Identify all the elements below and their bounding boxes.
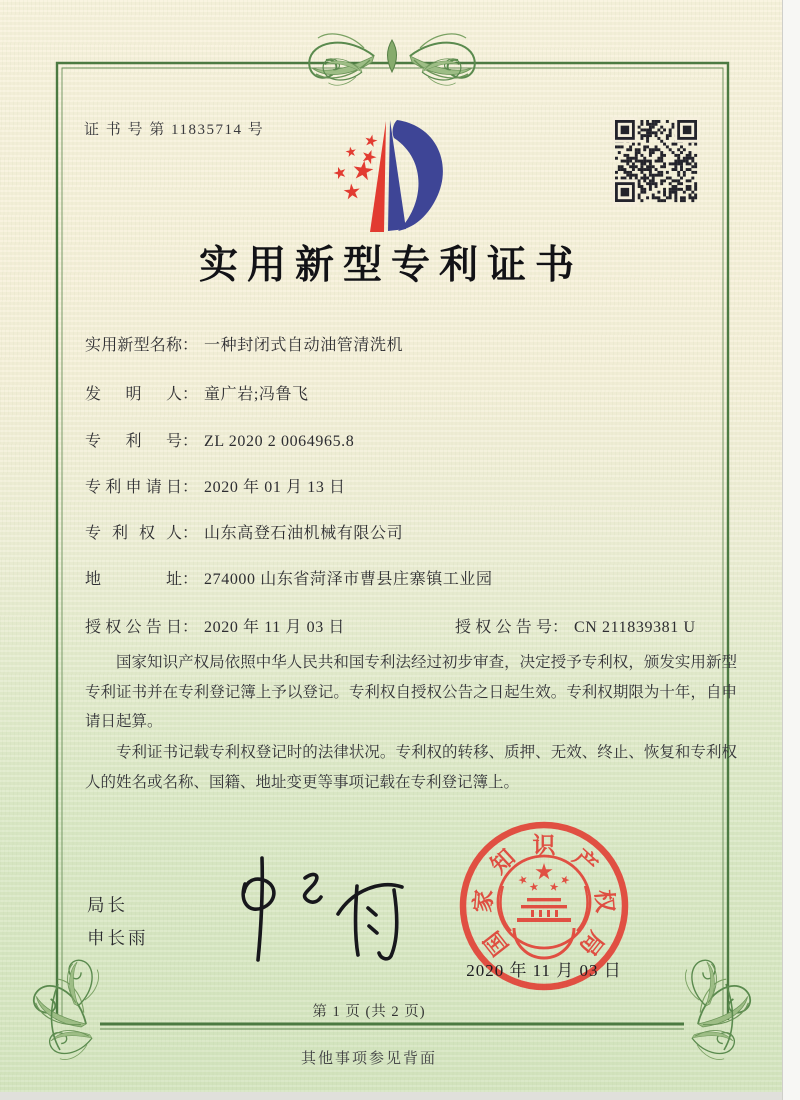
seal-date: 2020 年 11 月 03 日	[466, 961, 622, 980]
svg-text:家: 家	[470, 888, 498, 914]
field-label: 专利权人	[85, 525, 182, 542]
field-label: 发明人	[85, 386, 182, 403]
field-value: 山东高登石油机械有限公司	[204, 525, 404, 542]
field-label: 实用新型名称	[85, 337, 182, 354]
field-row-filing-date: 专利申请日： 2020 年 01 月 13 日	[85, 474, 346, 497]
scan-edge-bottom	[0, 1092, 782, 1100]
field-grant-date: 授权公告日： 2020 年 11 月 03 日	[85, 619, 345, 636]
field-value: 274000 山东省菏泽市曹县庄寨镇工业园	[204, 571, 493, 588]
svg-text:产: 产	[568, 844, 602, 879]
back-note: 其他事项参见背面	[300, 1051, 437, 1067]
officer-title: 局长	[87, 895, 128, 915]
field-value: ZL 2020 2 0064965.8	[204, 433, 355, 450]
field-label: 专利号	[85, 433, 182, 450]
field-label: 授权公告号	[455, 619, 552, 636]
field-row-patent-number: 专利号： ZL 2020 2 0064965.8	[85, 428, 354, 451]
field-label: 专利申请日	[85, 479, 182, 496]
svg-text:知: 知	[486, 844, 520, 879]
field-label: 授权公告日	[85, 619, 182, 636]
svg-text:局: 局	[574, 926, 609, 961]
svg-text:权: 权	[590, 888, 618, 914]
handwritten-signature-icon	[205, 850, 415, 965]
officer-name: 申长雨	[87, 928, 149, 948]
field-row-grant	[85, 614, 696, 637]
field-value: 2020 年 01 月 13 日	[204, 479, 346, 496]
field-row-address: 地址： 274000 山东省菏泽市曹县庄寨镇工业园	[85, 566, 493, 589]
scan-edge-right	[782, 0, 800, 1100]
qr-code-icon	[615, 120, 697, 202]
field-value: CN 211839381 U	[574, 619, 696, 636]
field-row-name: 实用新型名称： 一种封闭式自动油管清洗机	[85, 332, 403, 355]
field-row-patentee: 专利权人： 山东高登石油机械有限公司	[85, 520, 403, 543]
field-value: 一种封闭式自动油管清洗机	[204, 337, 404, 354]
field-value: 2020 年 11 月 03 日	[204, 619, 346, 636]
national-emblem-icon	[498, 856, 590, 958]
field-value: 童广岩;冯鲁飞	[204, 386, 309, 403]
field-row-inventor: 发明人： 童广岩;冯鲁飞	[85, 381, 309, 404]
page-number: 第 1 页 (共 2 页)	[312, 1004, 426, 1020]
legal-paragraph-register: 专利证书记载专利权登记时的法律状况。专利权的转移、质押、无效、终止、恢复和专利权人的姓名或名称、国籍、地址变更等事项记载在专利登记簿上。	[85, 744, 737, 791]
legal-paragraph-grant: 国家知识产权局依照中华人民共和国专利法经过初步审查，决定授予专利权，颁发实用新型专利证书并在专利登记簿上予以登记。专利权自授权公告之日起生效。专利权期限为十年，自申请日起算。	[85, 654, 737, 730]
certificate-number: 证 书 号 第 11835714 号	[84, 122, 265, 138]
field-label: 地址	[85, 571, 182, 588]
certificate-title: 实用新型专利证书	[198, 244, 583, 287]
svg-text:识: 识	[532, 833, 556, 858]
cnipa-logo-icon	[322, 104, 462, 239]
field-grant-number: 授权公告号： CN 211839381 U	[455, 614, 696, 637]
svg-text:国: 国	[479, 926, 514, 961]
top-flourish	[309, 34, 475, 85]
officer-block	[87, 889, 149, 955]
seal-text	[469, 833, 618, 960]
